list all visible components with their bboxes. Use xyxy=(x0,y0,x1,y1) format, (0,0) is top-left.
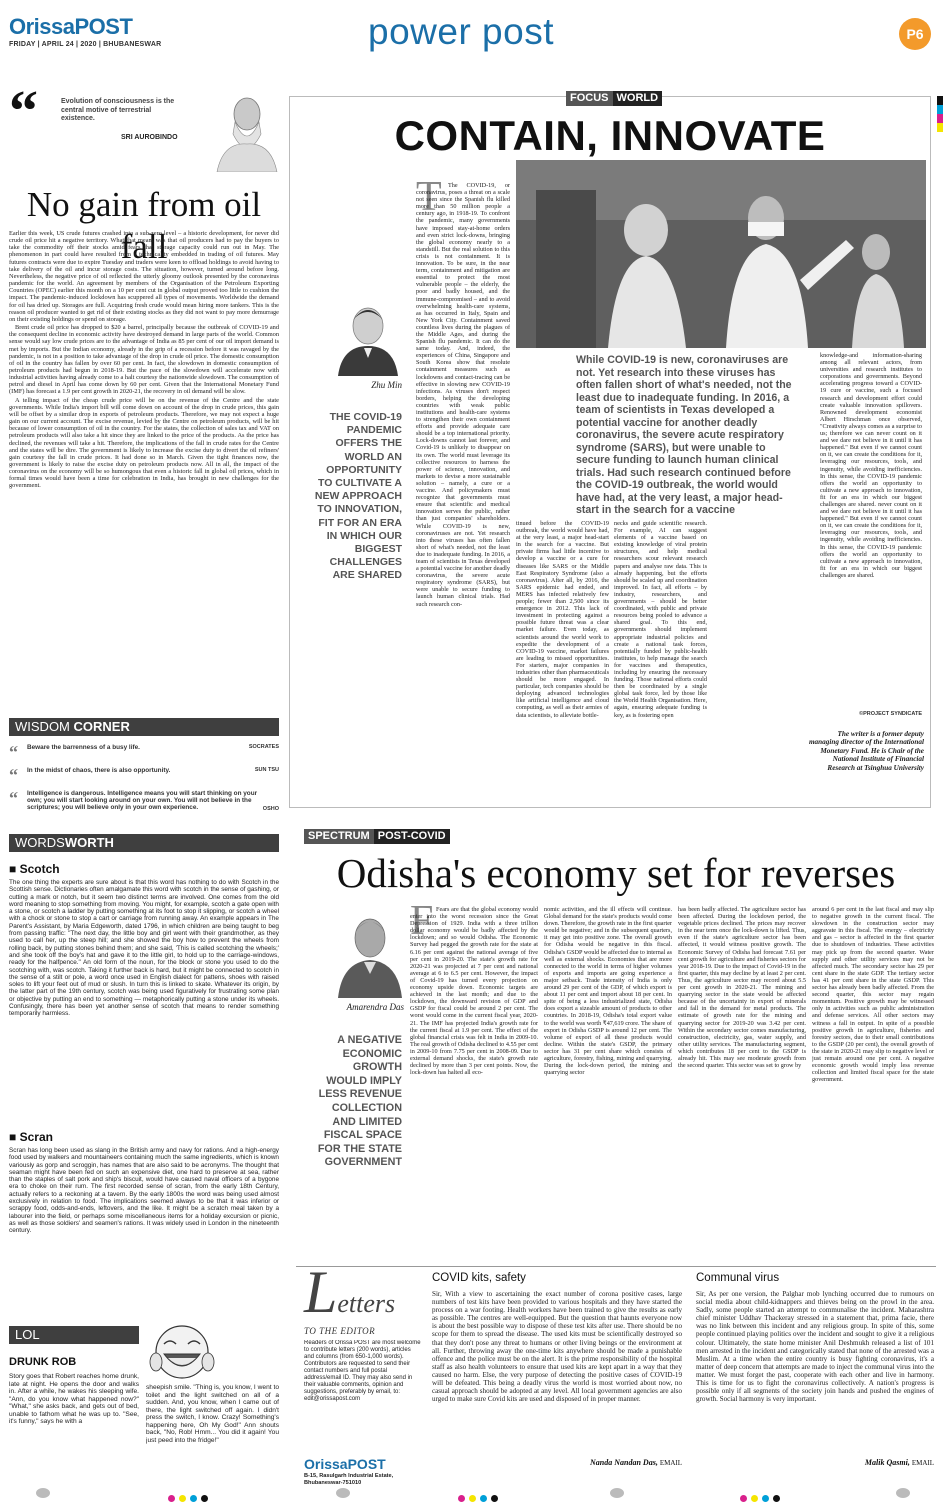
quote-mark-icon: “ xyxy=(9,765,18,785)
wordsworth-header xyxy=(9,834,279,852)
author-portrait xyxy=(209,92,279,172)
quote-mark-icon: “ xyxy=(9,742,18,762)
wordsworth-word: ■ Scotch xyxy=(9,862,60,876)
spectrum-byline: Amarendra Das xyxy=(346,1002,404,1012)
registration-dot-icon xyxy=(36,1488,50,1498)
editorial-paragraph: Brent crude oil price has dropped to $20 a barrel, principally because the outbreak of COVID-19 and the consequent decline in economic activity have destroyed demand in large parts of the world. Common sense would say low crude prices are to the advantage of India as 85 per cent of our oil import demand is met by imports. But the Indian economy, already in the grip of a recession before it was ravaged by the pandemic, is not in a position to take advantage of the drop in crude oil price. The domestic consumption of oil in the country has fallen by over 60 per cent. In fact, the slowdown in domestic consumption of petroleum products had begun in 2018-19. But the pace of the slowdown will accelerate now with industrial activities having already come to a halt courtesy the nationwide slowdown. The consumption of petrol and diesel in April has come down by 60 per cent. Given that the International Monetary Fund (IMF) has forecast a 1.9 per cent growth in 2020-21, the recovery in oil demand will be slow. xyxy=(9,324,279,396)
spectrum-col-1: Fears are that the global economy would enter into the worst recession since the Great Depression of 1929. India with a three trillion dollar economy would be badly affected by the lockdown; and so would Odisha. The Economic Survey had pegged the growth rate for the state at 6.16 per cent against the national average of five per cent in 2019-20. The state's growth rate for 2020-21 was projected at 7 per cent and national average at 6 to 6.5 per cent. However, the impact of Covid-19 has turned every projection on economy upside down. Economic targets are achieved in the last month; and due to the lockdown, the downward revision of GDP and GSDP for fiscal could be around 2 per cent. The worst would come in the current fiscal year, 2020-21. The IMF has projected India's growth rate for the current fiscal at 1.9 per cent. The effect of the global financial crisis was felt in India in 2009-10. The real growth of Odisha declined to 4.55 per cent in 2009-10 from 7.75 per cent in 2008-09. Due to external demand shocks, the state's growth rate declined by more than 3 per cent points. Now, the lock-down has halted all eco- xyxy=(410,906,538,1077)
logo-orissa: Orissa xyxy=(304,1456,348,1472)
focus-photo-caption: While COVID-19 is new, coronaviruses are not. Yet research into these viruses has often fallen short of what's needed, not the least due to inadequate funding. In 2016, a team of scientists in Texas developed a potential vaccine for another deadly coronavirus, the severe acute respiratory syndrome (SARS), but were unable to secure funding to launch human clinical trials. Had such research continued before the COVID-19 outbreak, the world would have had, at the very least, a major head-start in the search for a vaccine xyxy=(576,354,792,514)
section-title: power post xyxy=(368,11,554,52)
quote-text: Evolution of consciousness is the central motive of terrestrial existence. xyxy=(61,98,175,122)
tag-world: WORLD xyxy=(613,91,663,106)
wordsworth-body: Scran has long been used as slang in the British army and navy for rations. And a high-energy food used by walkers and mountaineers containing much the same ingredients, which is known variously as gorp and scroggin, has names that are also said to be acronyms. The thought that seaman might have been fed on such an expensive diet, one hard to preserve at sea, rather than the staples of salt pork and ship's biscuit, would have caused naval officers of a bygone era to choke on their rum. The first recorded sense of scran, from the early 18th Century, actually refers to a reckoning at a tavern. By the early 1800s the word was being used almost exclusively in relation to food. The implications seemed always to be that it was inferior or scrappy food, odds-and-ends, leftovers, and the like. It might be a scratch meal taken by a labourer into the field, or perhaps some miscellaneous items for a holiday excursion or picnic, as well as those soldiers' and seamen's rations. It was widely used in London in the nineteenth century. xyxy=(9,1147,279,1235)
letters-rest: etters xyxy=(337,1289,396,1318)
letter-signature xyxy=(696,1458,934,1467)
wisdom-text: Intelligence is dangerous. Intelligence means you will start thinking on your own; you will start looking around on your own. You will not believe in the scriptures; you will believe only in your own experience. xyxy=(27,790,258,812)
wordsworth-word: ■ Scran xyxy=(9,1130,53,1144)
wisdom-author: SUN TSU xyxy=(254,767,279,773)
letter-title: COVID kits, safety xyxy=(432,1272,526,1284)
signature-name: Malik Qasmi, xyxy=(864,1458,910,1467)
quote-mark-icon: “ xyxy=(9,788,18,808)
focus-col-1: The COVID-19, or coronavirus, poses a threat on a scale not seen since the Spanish flu killed more than 50 million people a century ago, in 1918-19. To confront the pandemic, many governments have imposed stay-at-home orders and even strict lock-downs, bringing the global economy nearly to a standstill. But the real solution to this crisis is not containment. It is innovation. To be sure, in the near term, containment and mitigation are essential to protect the most vulnerable people – the elderly, the poor and badly housed, and the immune-compromised – and to avoid overwhelming health-care systems, as has occurred in Italy, Spain and New York City. Containment saved countless lives during the plagues of the Middle Ages, and during the Spanish flu pandemic. It can do the same today. And, indeed, the experiences of China, Singapore and South Korea show that resolute containment measures such as lockdowns and contact-tracing can be effective in slowing new COVID-19 infections. As viruses don't respect borders, helping the developing countries with weak public institutions and health-care systems to strengthen their own containment efforts and provide adequate care should be a top international priority. Lock-downs cannot last forever, and Covid-19 is unlikely to disappear on its own. The world must leverage its collective resources to harness the power of science, innovation, and markets to devise a more sustainable solution – namely, a cure or a vaccine. And policymakers must recognize that governments must ensure that scientific and medical innovation serves the public, rather than just companies' shareholders. While COVID-19 is new, coronaviruses are not. Yet research into these viruses has often fallen short of what's needed, not the least due to inadequate funding. In 2016, a team of scientists in Texas developed a potential vaccine for another deadly coronavirus, the severe acute respiratory syndrome (SARS), but were unable to secure funding to launch human clinical trials. Had such research con- xyxy=(416,182,510,608)
wordsworth-title-bold: WORTH xyxy=(64,835,114,850)
quote-author: SRI AUROBINDO xyxy=(121,134,178,141)
lol-body-right: sheepish smile. "Thing is, you know, I went to toilet and the light switched on all of a sudden. And, you know, when I came out of there, the light switched off again. I didn't press the switch, I know. Crazy! Something's happening here, Oh My God!" Ann shouts back, "No, Rob! Hmm... You did it again! You just peed into the fridge!" xyxy=(146,1384,279,1444)
wisdom-item xyxy=(9,744,279,760)
wisdom-title-light: WISDOM xyxy=(15,719,70,734)
focus-bio: The writer is a former deputy managing director of the International Monetary Fund. He is Chair of the National Institute of Financial Research at Tsinghua University xyxy=(808,730,924,772)
wordsworth-title-light: WORDS xyxy=(15,835,65,850)
wisdom-item xyxy=(9,790,279,812)
tag-focus: FOCUS xyxy=(566,91,613,106)
word-scotch: Scotch xyxy=(19,862,60,876)
editorial-body xyxy=(9,230,279,704)
spectrum-tags xyxy=(304,826,450,844)
wisdom-author: SOCRATES xyxy=(248,744,279,750)
author-photo xyxy=(336,298,400,376)
letter-body: Sir, With a view to ascertaining the exact number of corona positive cases, large numbers of test kits have been provided to various hospitals and they have started the process on a war footing. Health workers have been trained to give the results as early as possible. The centres are well-equipped. But the question that haunts everyone now is about the best possible way to dispose of these test kits after use. There should be no scope for them to spread the disease. The used kits must be scientifically destroyed so that they don't pose any threat to humans or other living beings or the environment at all. Further, throwing away the one-time kits anywhere should be made a punishable offence and the police must be on the alert. It is the prime responsibility of the hospital staff as also health volunteers to ensure that used kits are kept apart in a way that they caused no harm. Else, the very purpose of detecting the positive cases of COVID-19 will be defeated. This being a deadly virus the world is most worried about now, no casual approach should be adopted at any level. All local government agencies are also urged to make sure Covid kits are used and disposed of in proper manner. xyxy=(432,1290,682,1404)
author-photo xyxy=(336,908,404,998)
drop-cap: F xyxy=(410,898,434,944)
tag-spectrum: SPECTRUM xyxy=(304,829,374,844)
lol-heading: DRUNK ROB xyxy=(9,1356,77,1368)
wisdom-text: In the midst of chaos, there is also opportunity. xyxy=(27,767,171,774)
spectrum-col-4: around 6 per cent in the last fiscal and may slip to negative growth in the current fiscal. The slowdown in the construction sector may aggravate in this fiscal. The energy – electricity and gas – sector is affected in the first quarter due to shutdown of industries. These activities may pick up from the second quarter. Water supply and other utility services may not be affected much. The secondary sector has 29 per cent share in the state GDP. The tertiary sector has 41 per cent share in the state GSDP. This sector has already been badly affected. From the second quarter, this sector may regain momentum. Positive growth may be witnessed only in activities such as public administration and defense services. All other sectors may witness a fall in output. In spite of a possible positive growth in agriculture, fisheries and forestry sectors, due to their small contributions to the GSDP (20 per cent), the overall growth of the state in 2020-21 may slip to negative level or just remain around one per cent. A negative economic growth would imply less revenue collection and limited fiscal space for the state government. xyxy=(812,906,934,1084)
editorial-paragraph: A telling impact of the cheap crude price will be on the revenue of the Centre and the state governments. While India's import bill will come down on account of the drop in crude prices, this gain will be offset by a similar drop in exports of petroleum products. Therefore, we may not expect a huge gain on our current account. The excise revenue, levied by the Centre on petroleum products, will be hit because of lower consumption of oil in the country. For the states, the collection of sales tax and VAT on petroleum products will also take a hit since they are linked to the price of the products. As the price has declined, the revenues will take a hit. Therefore, the implications of the fall in crude rates for the Centre and the states will be dire. The government is likely to increase the excise duty to divert the oil refiners' gain courtesy the fall in crude prices. It had done so in March. Given the tight finances now, the government is likely to raise the excise duty on petroleum products now. All in all, the impact of the coronavirus on the economy will be so humongous that even a historic fall in global oil prices, which in formal times would have been a time for celebration in India, has brought in new challenges for the government. xyxy=(9,396,279,490)
editorial-paragraph: Earlier this week, US crude futures crashed into a sub-zero level – a historic development, for never did crude oil price hit a negative territory. What that meant was that oil producers had to pay the buyers to take the commodity off their stocks amid fears that storage capacity could run out in May. The phenomenon in part could have resulted from a technicality embedded in trading of oil futures. May futures contracts were due to expire Tuesday and traders were keen to offload holdings to avoid having to take delivery of the oil and incur storage costs. The situation, however, turned around before long. Nevertheless, the negative price of oil reflected the utterly gloomy outlook presented by the coronavirus pandemic for the world. An agreement by members of the Organisation of the Petroleum Exporting Countries (OPEC) earlier this month on a 10 per cent cut in global output proved too little to cushion the impact. The pandemic-induced lockdown has scuppered all types of movements. Worldwide the demand for oil has dried up. Storages are full. Acquiring fresh crude would mean hiring more tankers. This is the reason oil producer wanted to get rid of their existing stocks as they did not want to pay more demurrage on their existing holdings or spend on storage. xyxy=(9,230,279,323)
spectrum-pull-quote: A NEGATIVE ECONOMIC GROWTH WOULD IMPLY LESS REVENUE COLLECTION AND LIMITED FISCAL SPACE FOR THE STATE GOVERNMENT xyxy=(317,1034,402,1169)
wisdom-title-bold: CORNER xyxy=(73,719,130,734)
quote-block xyxy=(9,78,279,174)
focus-credit: ©PROJECT SYNDICATE xyxy=(859,711,922,717)
color-bar-icon xyxy=(458,1489,498,1507)
dateline: FRIDAY | APRIL 24 | 2020 | BHUBANESWAR xyxy=(9,41,162,48)
focus-pull-quote: THE COVID-19 PANDEMIC OFFERS THE WORLD AN OPPORTUNITY TO CULTIVATE A NEW APPROACH TO INNOVATION, FIT FOR AN ERA IN WHICH OUR BIGGEST CHALLENGES ARE SHARED xyxy=(314,411,402,582)
letters-initial: L xyxy=(304,1259,338,1325)
quote-mark-icon: “ xyxy=(9,78,38,143)
page-number-badge: P6 xyxy=(899,18,931,50)
color-bar-icon xyxy=(740,1489,780,1507)
letters-logo[interactable] xyxy=(304,1456,386,1472)
wisdom-author: OSHO xyxy=(262,805,279,812)
spectrum-col-2: nomic activities, and the ill effects will continue. Global demand for the state's products would come down. Therefore, the growth rate in the first quarter would be negative; and in the subsequent quarters, it may get into positive zone. The overall growth for Odisha would be negative in this fiscal. Odisha's GSDP would be affected due to internal as well as external shocks. Economies that are more connected to the world in terms of higher volumes of exports and imports are going experience a major setback. Trade intensity of India is only around 29 per cent of the GDP, of which export is about 11 per cent and import about 18 per cent. In spite of being a less industrialized state, Odisha does export a sizeable amount of products to other countries. In 2018-19, Odisha's total export value to the world was worth ₹47,619 crore. The share of export in Odisha GSDP is around 12 per cent. The volume of export of all these products would decline. Within the state's GSDP, the primary sector has 31 per cent share which consists of agriculture, forestry, fishing, mining and quarrying. During the lock-down period, the mining and quarrying sector xyxy=(544,906,672,1077)
lol-header: LOL xyxy=(9,1326,139,1344)
logo-orissa: Orissa xyxy=(9,14,75,39)
registration-dot-icon xyxy=(610,1488,624,1498)
logo-post: POST xyxy=(347,1456,386,1472)
focus-tags xyxy=(566,88,662,106)
focus-col-3: necks and guide scientific research. For example, AI can suggest elements of a vaccine based on existing knowledge of viral protein structures, and help medical researchers scour relevant research papers and analyse raw data. This is already happening, but the efforts should be scaled up and coordination improved. In fact, all efforts – by industry, researchers, and governments – should be better coordinated, with public and private resources being pooled to advance a shared goal. To this end, governments should implement appropriate industrial policies and create a national task forces, potentially funded by public-health institutes, to help manage the search for vaccines and therapeutics, including by ensuring the necessary funding. Those national efforts could then be coordinated by a single global task force, led by those like the World Health Organisation. Here, again, ensuring adequate funding is key, as is fostering open xyxy=(614,520,707,719)
focus-headline: CONTAIN, INNOVATE xyxy=(394,112,826,159)
spectrum-headline: Odisha's economy set for reverses xyxy=(336,850,896,896)
spectrum-col-3: has been badly affected. The agriculture sector has been affected. During the lockdown period, the vegetable prices declined. The prices may recover in the near term once the lock-down is lifted. Thus, even if the state's agriculture sector has been affected, it would witness positive growth. The Economic Survey of Odisha had forecast 7.61 per cent growth for agriculture and fisheries sectors for year 2018-19. Due to the impact of Covid-19 in the first quarter, this may decline by at least 2 per cent. Thus, the agriculture sector may record about 5.5 per cent growth in 2020-21. The mining and quarrying sector in the state would be affected because of the uncertainty in export of minerals and fall in the demand for metal products. The estimate of growth rate for the mining and quarrying sector for 2019-20 was 3.42 per cent. Within the secondary sector comes manufacturing, construction, electricity, gas, water supply, and other utility services. The manufacturing segment, which contributes 18 per cent to the GSDP is already hit. This may see moderate growth from the second quarter. This sector was set to grow by xyxy=(678,906,806,1070)
wisdom-item xyxy=(9,767,279,783)
masthead xyxy=(0,0,945,50)
focus-photo xyxy=(516,160,926,348)
side-color-strip xyxy=(937,96,943,132)
focus-byline: Zhu Min xyxy=(371,380,402,390)
lol-body-left: Story goes that Robert reaches home drunk, late at night. He opens the door and walks in. After a while, he wakes his sleeping wife. "Ann, do you know what happened now?" "What," she asks back, and gets out of bed, unable to fathom what he was up to. "See, it's funny," says he with a xyxy=(9,1373,139,1425)
tag-post-covid: POST-COVID xyxy=(374,829,450,844)
word-scran: Scran xyxy=(19,1130,53,1144)
registration-dot-icon xyxy=(336,1488,350,1498)
signature-name: Nanda Nandan Das, xyxy=(590,1458,658,1467)
color-bar-icon xyxy=(168,1489,208,1507)
wordsworth-body: The one thing the experts are sure about is that this word has nothing to do with Scotch in the Scottish sense. Dictionaries often amalgamate this word with scotch in the sense of gashing, or cutting a mark or notch, but it seem two distinct terms are involved. One comes from the old word meaning to stop something from moving. You might, for example, scotch a gate open with a stone, or scotch a ladder by putting something at its foot to stop it slipping, or scotch a wheel with a chock or stone to stop a cart or carriage from running away. An example appears in The Parent's Assistant, by Maria Edgeworth, dated 1796, in which children are being taught to beg from passing traffic: "The next day, the little boy and girl went with their grandmother, as they used to call her, up the steep hill; and she showed the boy how to prevent the wheels from rolling back, by putting stones behind them; and she said, 'This is called scotching the wheels;' and she took off the boy's hat and gave it to the little girl, to hold up to the carriage-windows, ready for the halfpence." An old form of the noun, for the block or stone you used to do the scotching with, was scotch. Taking it further back is hard, but it might be connected to scotch in the sense of a stilt or pole, a word once used in English dialect for pattens, shoes with raised soles to lift your feet out of mud or slush. In turn this is linked to skate. Whatever its origin, by the latter part of the 19th century, scotch was being used figuratively for frustrating some plan or objective by putting an end to something — metaphorically putting a stone under its wheels. Confusingly, there has been yet another sense of scotch that means to render something temporarily harmless. xyxy=(9,879,279,1018)
letters-address: B-15, Rasulgarh Industrial Estate, Bhubaneswar-751010 xyxy=(304,1473,394,1486)
letters-to-editor: TO THE EDITOR xyxy=(304,1326,376,1336)
logo-post: POST xyxy=(74,14,133,39)
wisdom-text: Beware the barrenness of a busy life. xyxy=(27,744,140,751)
letter-body: Sir, As per one version, the Palghar mob lynching occurred due to rumours on social media about child-kidnappers and thieves being on the prowl in the area. Sadly, some people started an attempt to communalise the incident. Maharashtra chief minister Uddhav Thackeray stressed in a statement that, prima facie, there was no link between this incident and any religious group. In spite of this, some people continued playing politics over the incident and sought to give it a religious colour. Ultimately, the state home minister Anil Deshmukh released a list of 101 men arrested in the incident and categorically stated that none of the arrested was a Muslim. At a time when the entire country is busy fighting coronavirus, it's a matter of deep concern that attempts are made to inject the communal virus into the matter. We must forget the past, cooperate with each other and live in harmony. This is time for us to fight the coronavirus collectively. A nation's progress is possible only if all segments of the society join hands and pushed the engines of growth. Social harmony is very important. xyxy=(696,1290,934,1404)
registration-dot-icon xyxy=(896,1488,910,1498)
editorial-headline: No gain from oil fall xyxy=(26,185,262,266)
focus-col-2: tinued before the COVID-19 outbreak, the world would have had, at the very least, a major head-start in the search for a vaccine. But private firms had little incentive to develop a vaccine or a cure for diseases like SARS or the Middle East Respiratory Syndrome (also a coronavirus). After all, by 2016, the SARS epidemic had ended, and MERS has infected relatively few people; fewer than 2,500 since its emergence in 2012. This lack of investment in protecting against a possible future threat was a clear market failure. Even today, as scientists around the world work to expedite the development of a COVID-19 vaccine, market failures are leading to missed opportunities. For starters, major companies in industries other than pharmaceuticals should be more engaged. In particular, tech companies should be deploying advanced technologies like artificial intelligence and cloud computing, as well as their armies of data scientists, to alleviate bottle- xyxy=(516,520,609,719)
drop-cap: T xyxy=(416,174,442,220)
letter-signature xyxy=(432,1458,682,1467)
masthead-logo[interactable] xyxy=(9,16,132,38)
wisdom-list xyxy=(9,744,279,819)
focus-col-4: knowledge-and information-sharing among all relevant actors, from universities and research institutes to corporations and governments. Beyond accelerating progress toward a COVID-19 cure or vaccine, such a focused research and development effort could create valuable innovation spillovers. Renowned development economist Albert Hirschman once observed, "Creativity always comes as a surprise to us; therefore we can never count on it and we dare not believe in it until it has happened." But even if we cannot count on it, we can create the conditions for it, leveraging our resources, tools, and ingenuity, while avoiding inefficiencies. In this sense, the COVID-19 pandemic offers the world an opportunity to cultivate a new approach to innovation, fit for an era in which our biggest challenges are shared. never count on it and we dare not believe in it until it has happened." But even if we cannot count on it, we can create the conditions for it, leveraging our resources, tools, and ingenuity, while avoiding inefficiencies. In this sense, the COVID-19 pandemic offers the world an opportunity to cultivate a new approach to innovation, fit for an era in which our biggest challenges are shared. xyxy=(820,352,922,579)
wisdom-corner-header xyxy=(9,718,279,736)
letter-title: Communal virus xyxy=(696,1272,780,1284)
laughing-face-icon xyxy=(146,1322,218,1384)
signature-place: EMAIL xyxy=(659,1459,682,1467)
registration-marks xyxy=(0,1486,945,1500)
signature-place: EMAIL xyxy=(911,1459,934,1467)
letters-info: Readers of Orissa POST are most welcome to contribute letters (200 words), articles and columns (from 650-1,000 words). Contributors are requested to send their contact numbers and full postal address/email ID. They may also send in their valuable comments, opinion and suggestions, preferably by email, to: edit@orissapost.com xyxy=(304,1340,421,1402)
